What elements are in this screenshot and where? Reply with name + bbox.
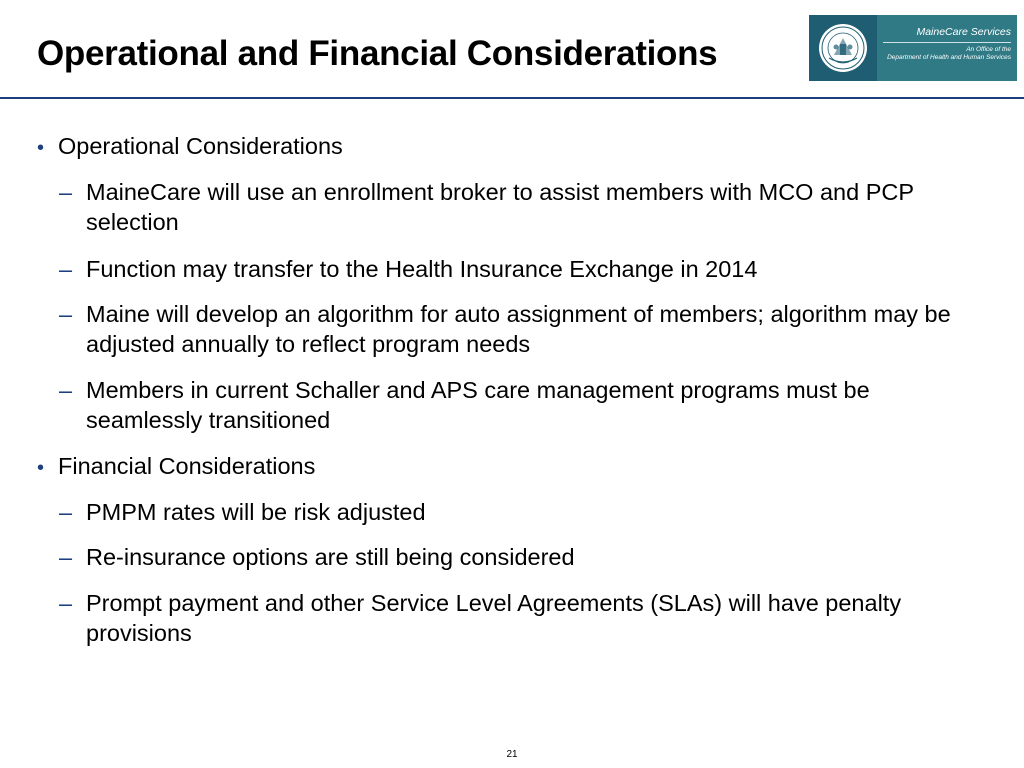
bullet-icon: • [37, 137, 45, 159]
logo-subtitle-line1: An Office of the [966, 46, 1011, 53]
list-item-text: MaineCare will use an enrollment broker to assist members with MCO and PCP selection [86, 179, 914, 235]
list-item [59, 299, 959, 359]
page-number: 21 [506, 749, 518, 760]
dash-icon: – [59, 377, 73, 403]
mainecare-logo [809, 15, 1017, 81]
logo-name: MaineCare Services [916, 26, 1011, 38]
dash-icon: – [59, 590, 73, 616]
logo-divider [883, 42, 1011, 43]
logo-subtitle-line2: Department of Health and Human Services [887, 54, 1011, 61]
section-heading-text: Operational Considerations [58, 133, 343, 159]
list-item-text: Maine will develop an algorithm for auto assignment of members; algorithm may be adjusted annually to reflect program needs [86, 301, 951, 357]
dash-icon: – [59, 499, 73, 525]
dash-icon: – [59, 544, 73, 570]
list-item-text: Re-insurance options are still being considered [86, 544, 575, 570]
section-heading-financial [37, 451, 315, 483]
list-item [59, 254, 959, 284]
dash-icon: – [59, 256, 73, 282]
logo-seal-panel [809, 15, 877, 81]
section-heading-operational [37, 131, 343, 163]
list-item [59, 542, 959, 572]
dash-icon: – [59, 179, 73, 205]
list-item-text: Prompt payment and other Service Level Agreements (SLAs) will have penalty provisions [86, 590, 902, 646]
list-item [59, 177, 959, 237]
logo-text-panel [877, 15, 1017, 81]
state-seal-icon [817, 22, 869, 74]
title-divider [0, 97, 1024, 99]
dash-icon: – [59, 301, 73, 327]
slide-title: Operational and Financial Considerations [37, 34, 718, 73]
list-item [59, 497, 959, 527]
list-item-text: Function may transfer to the Health Insurance Exchange in 2014 [86, 256, 758, 282]
section-heading-text: Financial Considerations [58, 453, 316, 479]
list-item [59, 588, 959, 648]
list-item-text: PMPM rates will be risk adjusted [86, 499, 426, 525]
list-item-text: Members in current Schaller and APS care management programs must be seamlessly transitioned [86, 377, 870, 433]
list-item [59, 375, 959, 435]
bullet-icon: • [37, 457, 45, 479]
